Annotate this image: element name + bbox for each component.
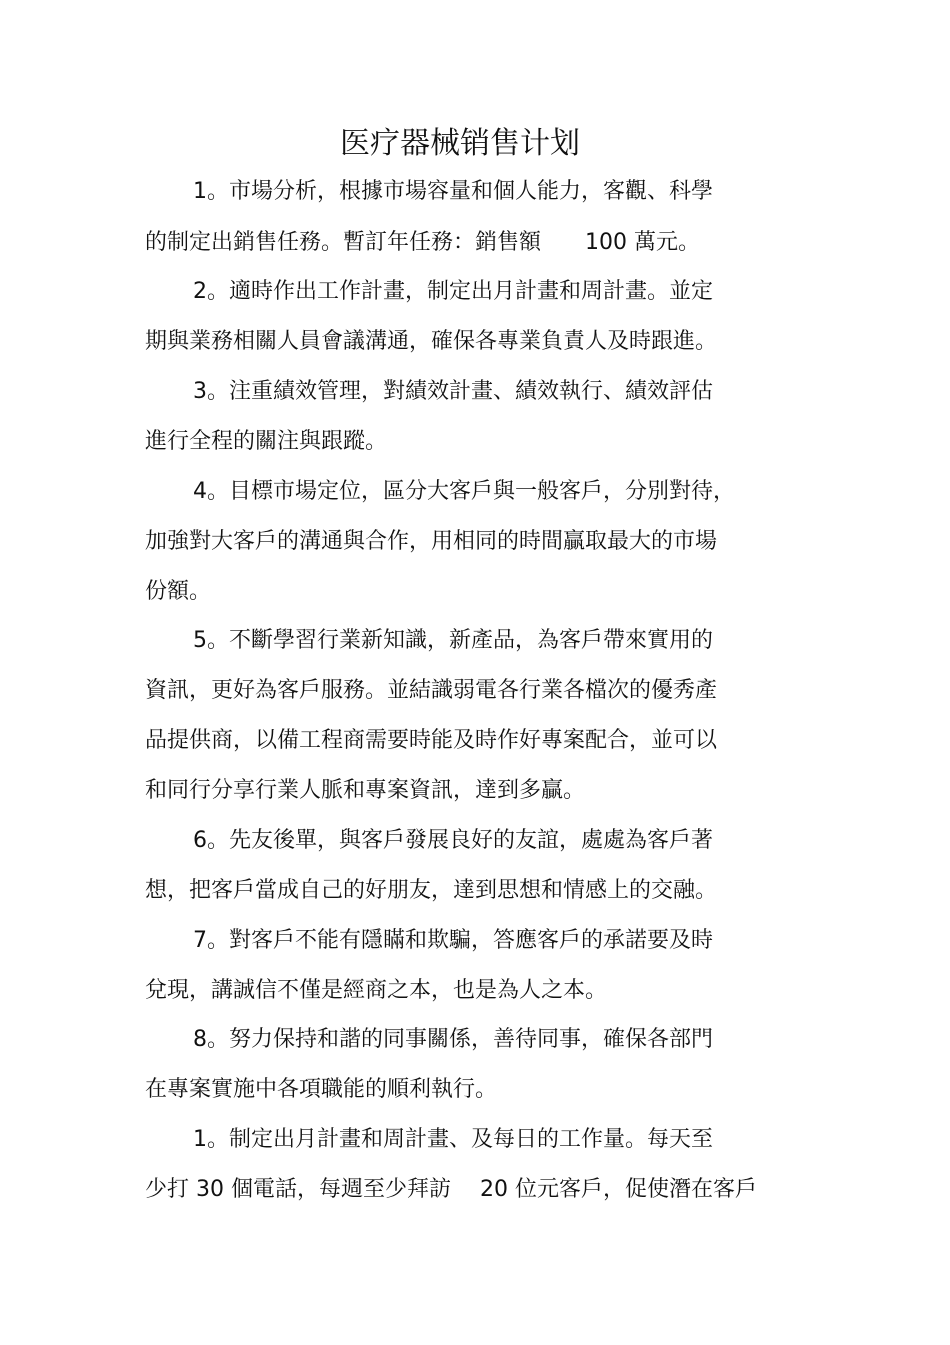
document-title: 医疗器械销售计划 <box>340 126 580 161</box>
paragraph-line: 2。適時作出工作計畫，制定出月計畫和周計畫。並定 <box>193 279 713 304</box>
paragraph-line: 5。不斷學習行業新知識，新產品，為客戶帶來實用的 <box>193 628 713 653</box>
paragraph-line: 4。目標市場定位，區分大客戶與一般客戶，分別對待， <box>193 479 735 504</box>
paragraph-line: 和同行分享行業人脈和專案資訊，達到多贏。 <box>145 778 586 803</box>
paragraph-line: 6。先友後單，與客戶發展良好的友誼，處處為客戶著 <box>193 828 713 853</box>
paragraph-line: 少打 30 個電話，每週至少拜訪 20 位元客戶，促使潛在客戶 <box>145 1177 757 1202</box>
paragraph-line: 的制定出銷售任務。暫訂年任務：銷售額 100 萬元。 <box>145 230 700 255</box>
paragraph-line: 8。努力保持和諧的同事關係，善待同事，確保各部門 <box>193 1027 713 1052</box>
paragraph-line: 品提供商，以備工程商需要時能及時作好專案配合，並可以 <box>145 728 718 753</box>
paragraph-line: 1。制定出月計畫和周計畫、及每日的工作量。每天至 <box>193 1127 713 1152</box>
paragraph-line: 份額。 <box>145 579 212 604</box>
paragraph-line: 7。對客戶不能有隱瞞和欺騙，答應客戶的承諾要及時 <box>193 928 713 953</box>
paragraph-line: 在專案實施中各項職能的順利執行。 <box>145 1077 498 1102</box>
paragraph-line: 進行全程的關注與跟蹤。 <box>145 429 388 454</box>
paragraph-line: 想，把客戶當成自己的好朋友，達到思想和情感上的交融。 <box>145 878 718 903</box>
paragraph-line: 資訊，更好為客戶服務。並結識弱電各行業各檔次的優秀產 <box>145 678 718 703</box>
paragraph-line: 1。市場分析，根據市場容量和個人能力，客觀、科學 <box>193 179 713 204</box>
paragraph-line: 兌現，講誠信不僅是經商之本，也是為人之本。 <box>145 978 608 1003</box>
paragraph-line: 3。注重績效管理，對績效計畫、績效執行、績效評估 <box>193 379 713 404</box>
paragraph-line: 期與業務相關人員會議溝通，確保各專業負責人及時跟進。 <box>145 329 718 354</box>
paragraph-line: 加強對大客戶的溝通與合作，用相同的時間贏取最大的市場 <box>145 529 718 554</box>
